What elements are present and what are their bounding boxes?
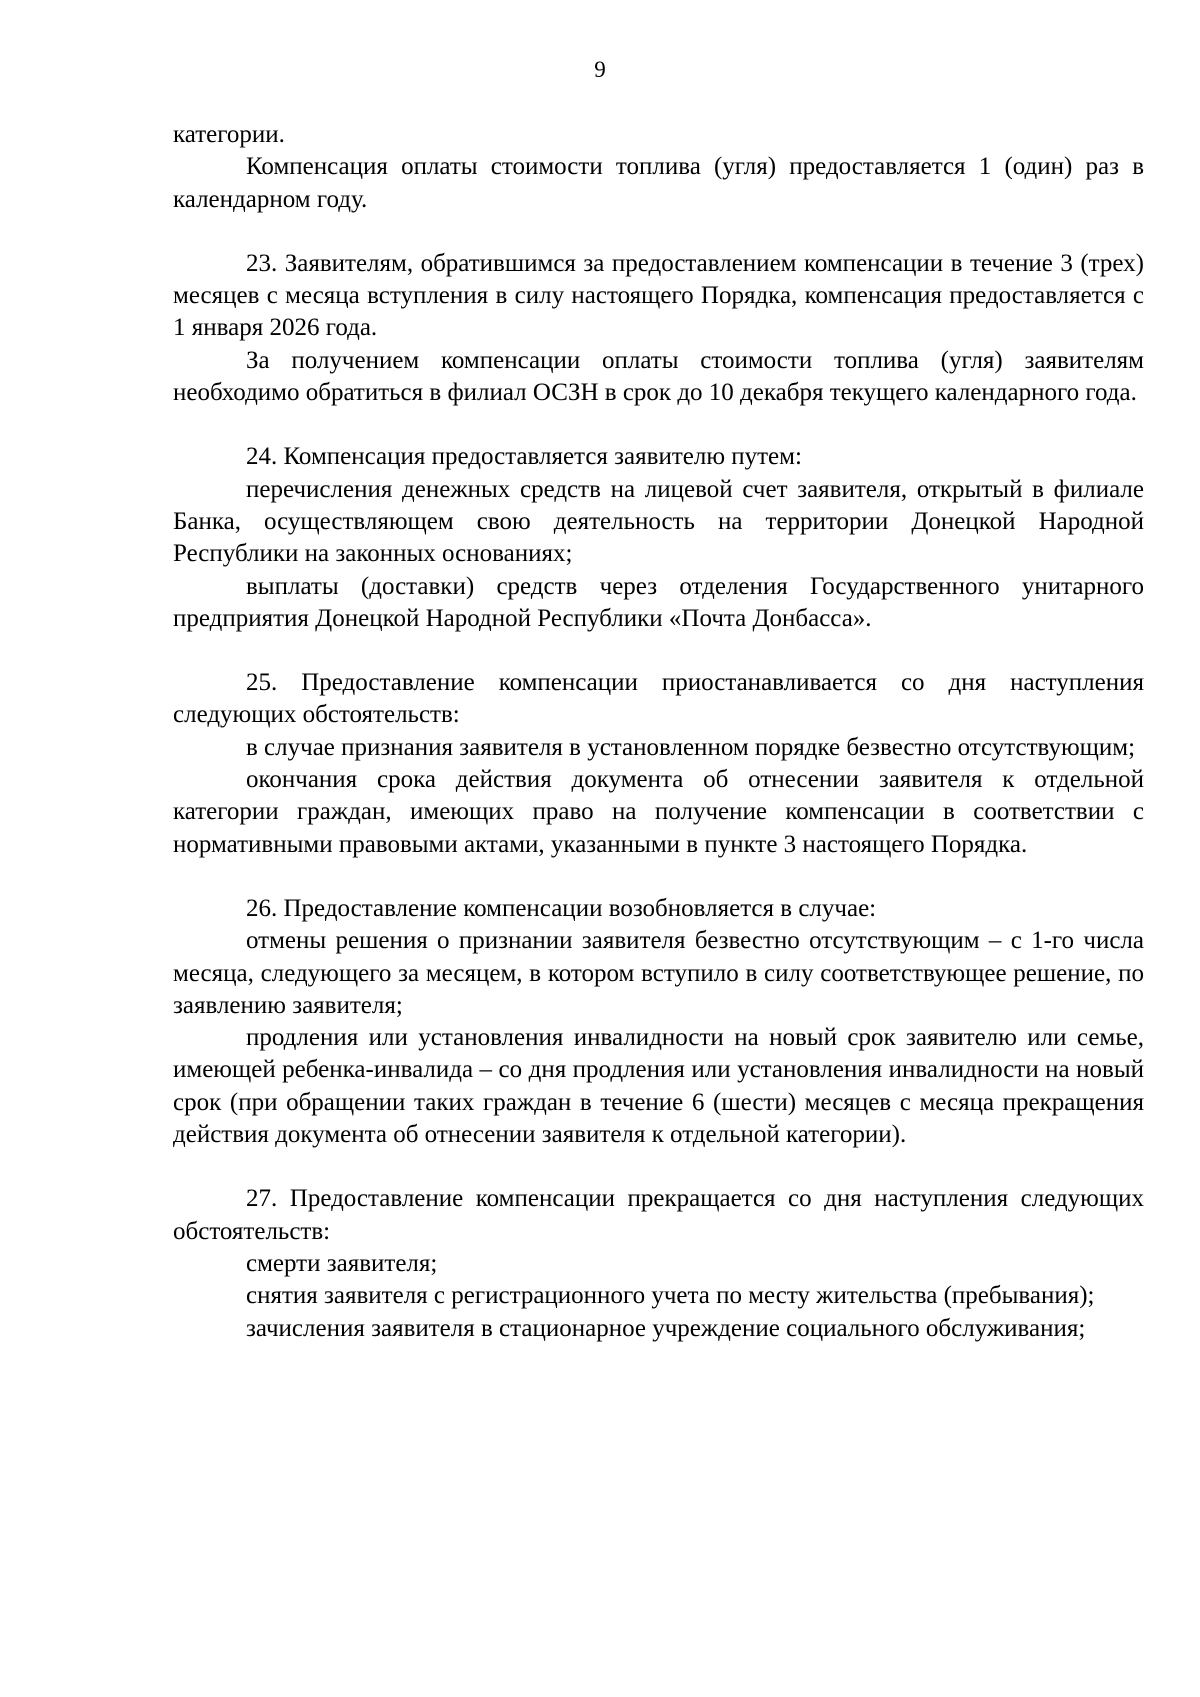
paragraph: выплаты (доставки) средств через отделения Государственного унитарного предприятия Донецкой Народной Республики «Почта Донбасса». <box>173 572 1144 632</box>
paragraph-continuation: категории. <box>173 121 285 148</box>
paragraph: перечисления денежных средств на лицевой счет заявителя, открытый в филиале Банка, осуществляющем свою деятельность на территории Донецкой Народной Республики на законных основаниях; <box>173 475 1144 568</box>
page-number: 9 <box>594 57 606 82</box>
paragraph: За получением компенсации оплаты стоимости топлива (угля) заявителям необходимо обратиться в филиал ОСЗН в срок до 10 декабря текущего календарного года. <box>173 346 1144 407</box>
paragraph-item-26: 26. Предоставление компенсации возобновляется в случае: <box>246 894 877 922</box>
paragraph-item-27: 27. Предоставление компенсации прекращается со дня наступления следующих обстоятельств: <box>173 1185 1144 1245</box>
paragraph: снятия заявителя с регистрационного учета по месту жительства (пребывания); <box>246 1282 1095 1310</box>
paragraph: зачисления заявителя в стационарное учреждение социального обслуживания; <box>246 1314 1086 1342</box>
paragraph: отмены решения о признании заявителя безвестно отсутствующим – с 1-го числа месяца, следующего за месяцем, в котором вступило в силу соответствующее решение, по заявлению заявителя; <box>173 927 1144 1019</box>
paragraph: Компенсация оплаты стоимости топлива (угля) предоставляется 1 (один) раз в календарном году. <box>173 153 1144 213</box>
document-body <box>173 119 1144 1345</box>
paragraph: в случае признания заявителя в установленном порядке безвестно отсутствующим; <box>246 733 1136 761</box>
paragraph: смерти заявителя; <box>246 1249 438 1277</box>
paragraph-item-23: 23. Заявителям, обратившимся за предоставлением компенсации в течение 3 (трех) месяцев с месяца вступления в силу настоящего Порядка, компенсация предоставляется с 1 января 2026 года. <box>173 249 1144 342</box>
paragraph: продления или установления инвалидности на новый срок заявителю или семье, имеющей ребенка-инвалида – со дня продления или установления инвалидности на новый срок (при обращении таких граждан в течение 6 (шести) месяцев с месяца прекращения действия документа об отнесении заявителя к отдельной категории). <box>173 1024 1144 1149</box>
paragraph: окончания срока действия документа об отнесении заявителя к отдельной категории граждан, имеющих право на получение компенсации в соответствии с нормативными правовыми актами, указанными в пункте 3 настоящего Порядка. <box>173 766 1144 858</box>
paragraph-item-24: 24. Компенсация предоставляется заявителю путем: <box>246 443 802 471</box>
paragraph-item-25: 25. Предоставление компенсации приостанавливается со дня наступления следующих обстоятельств: <box>173 669 1144 729</box>
